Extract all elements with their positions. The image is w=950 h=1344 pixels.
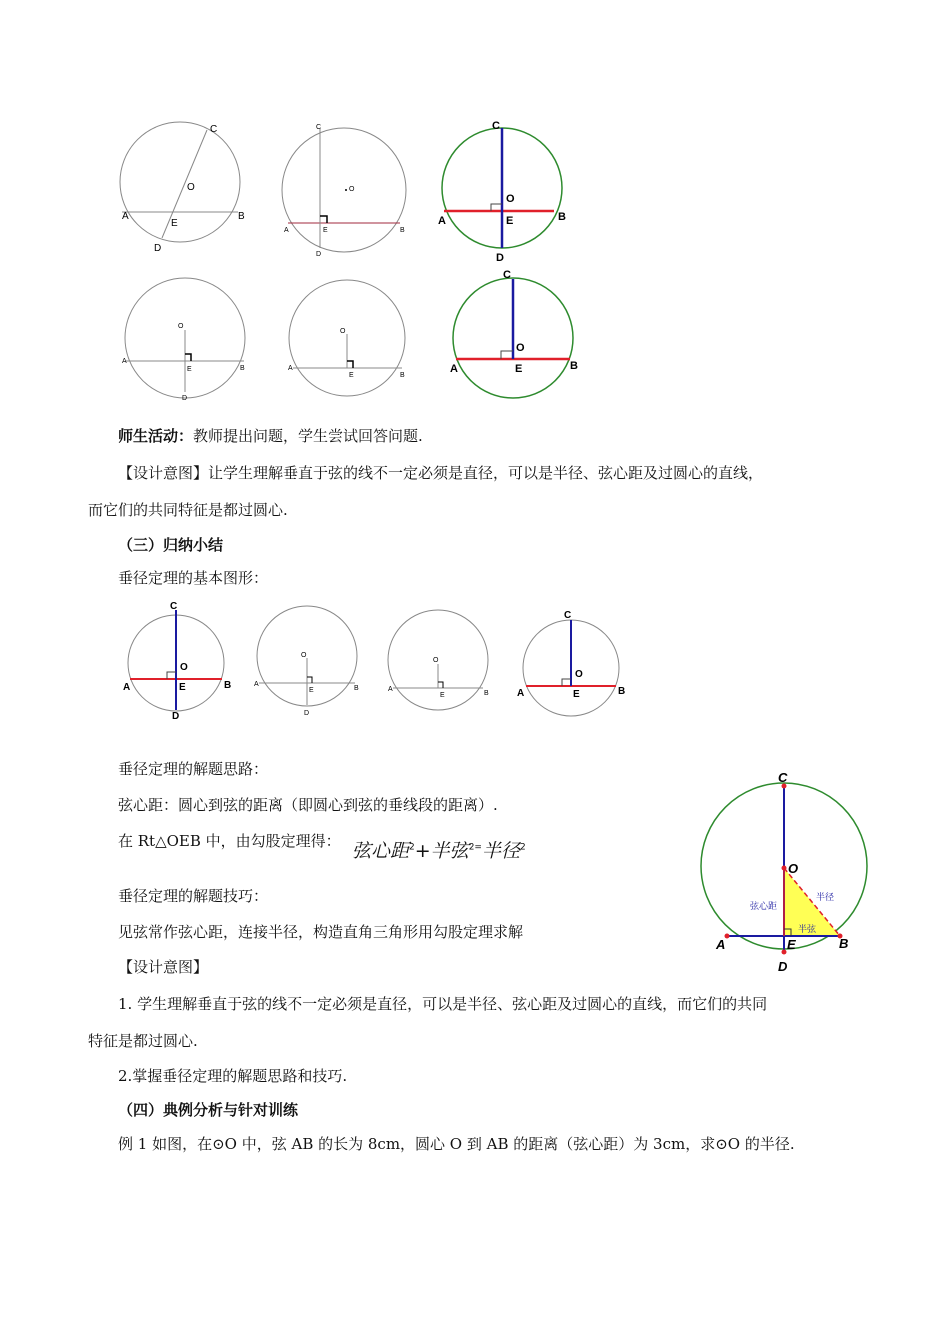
- label-chord-distance: 弦心距: [750, 901, 778, 911]
- figure-3-colored-diameter: [438, 120, 566, 264]
- label-d: D: [154, 243, 162, 254]
- label-b: B: [224, 680, 232, 691]
- label-a: A: [122, 358, 127, 365]
- label-a: A: [438, 215, 446, 227]
- label-radius: 半径: [816, 892, 835, 902]
- design-intent-1-line1: 【设计意图】让学生理解垂直于弦的线不一定必须是直径，可以是半径、弦心距及过圆心的直线，: [118, 464, 764, 482]
- basic-figures-label: 垂径定理的基本图形：: [118, 569, 269, 587]
- label-o: O: [340, 328, 346, 335]
- label-o: O: [178, 323, 184, 330]
- label-d: D: [778, 959, 788, 974]
- example-1: 例 1 如图，在⊙O 中，弦 AB 的长为 8cm，圆心 O 到 AB 的距离（弦心距）为 3cm，求⊙O 的半径.: [118, 1135, 795, 1153]
- label-e: E: [187, 366, 192, 373]
- label-c: C: [316, 124, 322, 131]
- label-o: O: [301, 652, 307, 659]
- design-intent-2-item1-line1: 1. 学生理解垂直于弦的线不一定必须是直径，可以是半径、弦心距及过圆心的直线，而它们的共同: [118, 995, 768, 1013]
- formula-plus: +: [414, 840, 431, 862]
- tips-text: 见弦常作弦心距，连接半径，构造直角三角形用勾股定理求解: [118, 923, 524, 941]
- activity-text: 教师提出问题，学生尝试回答问题.: [193, 427, 423, 445]
- label-o: O: [516, 342, 525, 354]
- figure-1-diameter-oblique: [120, 122, 245, 254]
- approach-definition: 弦心距：圆心到弦的距离（即圆心到弦的垂线段的距离）.: [118, 796, 498, 814]
- section-4-title: （四）典例分析与针对训练: [118, 1101, 299, 1119]
- approach-title: 垂径定理的解题思路：: [118, 760, 269, 778]
- label-e: E: [309, 687, 314, 694]
- label-e: E: [440, 692, 445, 699]
- label-e: E: [171, 218, 178, 229]
- section-3-title: （三）归纳小结: [118, 536, 224, 554]
- label-d: D: [172, 711, 180, 722]
- figure-row-2: [110, 270, 590, 410]
- label-b: B: [400, 227, 405, 234]
- label-c: C: [210, 124, 218, 135]
- pythagoras-prefix: 在 Rt△OEB 中，由勾股定理得：: [118, 832, 341, 850]
- label-d: D: [496, 252, 504, 264]
- label-e: E: [179, 682, 186, 693]
- basic-figure-3: [388, 610, 489, 710]
- label-e: E: [573, 689, 580, 700]
- label-o: O: [187, 182, 195, 193]
- label-e: E: [323, 227, 328, 234]
- formula-equals: =: [474, 842, 482, 853]
- basic-figure-1: [123, 601, 231, 722]
- formula-term-distance: 弦心距: [352, 840, 410, 862]
- label-a: A: [254, 681, 259, 688]
- label-e: E: [506, 215, 514, 227]
- label-d: D: [304, 710, 310, 717]
- label-b: B: [839, 936, 849, 951]
- figure-row-1: [110, 120, 590, 270]
- label-o: O: [506, 193, 515, 205]
- design-intent-2-item1-line2: 特征是都过圆心.: [88, 1032, 198, 1050]
- label-o: O: [788, 861, 799, 876]
- label-a: A: [122, 211, 129, 222]
- label-o: O: [575, 669, 583, 680]
- label-c: C: [503, 270, 511, 281]
- activity-paragraph: [118, 426, 423, 446]
- label-b: B: [618, 686, 626, 697]
- formula-exp-2: 2: [468, 842, 475, 853]
- label-c: C: [492, 120, 500, 132]
- label-e: E: [515, 363, 523, 375]
- pythagoras-figure: [698, 766, 878, 976]
- basic-figure-2: [254, 606, 359, 717]
- label-b: B: [400, 372, 405, 379]
- label-b: B: [354, 685, 359, 692]
- formula-term-half-chord: 半弦: [430, 840, 469, 862]
- label-c: C: [778, 770, 788, 785]
- figure-6-colored-radius: [450, 270, 578, 398]
- label-d: D: [316, 251, 322, 258]
- label-half-chord: 半弦: [798, 924, 817, 934]
- label-b: B: [238, 211, 245, 222]
- label-a: A: [517, 688, 525, 699]
- label-a: A: [123, 682, 131, 693]
- label-c: C: [170, 601, 178, 612]
- label-a: A: [284, 227, 289, 234]
- label-e: E: [349, 372, 354, 379]
- formula-term-radius: 半径: [481, 840, 520, 862]
- tips-title: 垂径定理的解题技巧：: [118, 887, 269, 905]
- pythagoras-formula: [352, 836, 526, 863]
- figure-2-perpendicular-chord: [282, 124, 406, 258]
- figure-row-3: [118, 598, 638, 726]
- label-b: B: [484, 690, 489, 697]
- design-intent-1-line2: 而它们的共同特征是都过圆心.: [88, 501, 288, 519]
- label-d: D: [182, 395, 188, 402]
- figure-5-chord-distance: [288, 280, 405, 396]
- basic-figure-4: [517, 610, 625, 716]
- label-o: O: [349, 186, 355, 193]
- label-o: O: [180, 662, 188, 673]
- label-a: A: [288, 365, 293, 372]
- label-a: A: [716, 937, 726, 952]
- formula-exp-1: 2: [409, 842, 415, 853]
- formula-exp-3: 2: [519, 842, 526, 853]
- label-b: B: [570, 360, 578, 372]
- activity-label: 师生活动：: [118, 427, 194, 445]
- label-a: A: [388, 686, 393, 693]
- label-b: B: [558, 211, 566, 223]
- design-intent-2-title: 【设计意图】: [118, 958, 209, 976]
- label-a: A: [450, 363, 458, 375]
- design-intent-2-item2: 2.掌握垂径定理的解题思路和技巧.: [118, 1067, 348, 1085]
- label-c: C: [564, 610, 572, 621]
- figure-4-radius-perpendicular: [122, 278, 245, 402]
- label-b: B: [240, 365, 245, 372]
- label-o: O: [433, 657, 439, 664]
- label-e: E: [787, 937, 796, 952]
